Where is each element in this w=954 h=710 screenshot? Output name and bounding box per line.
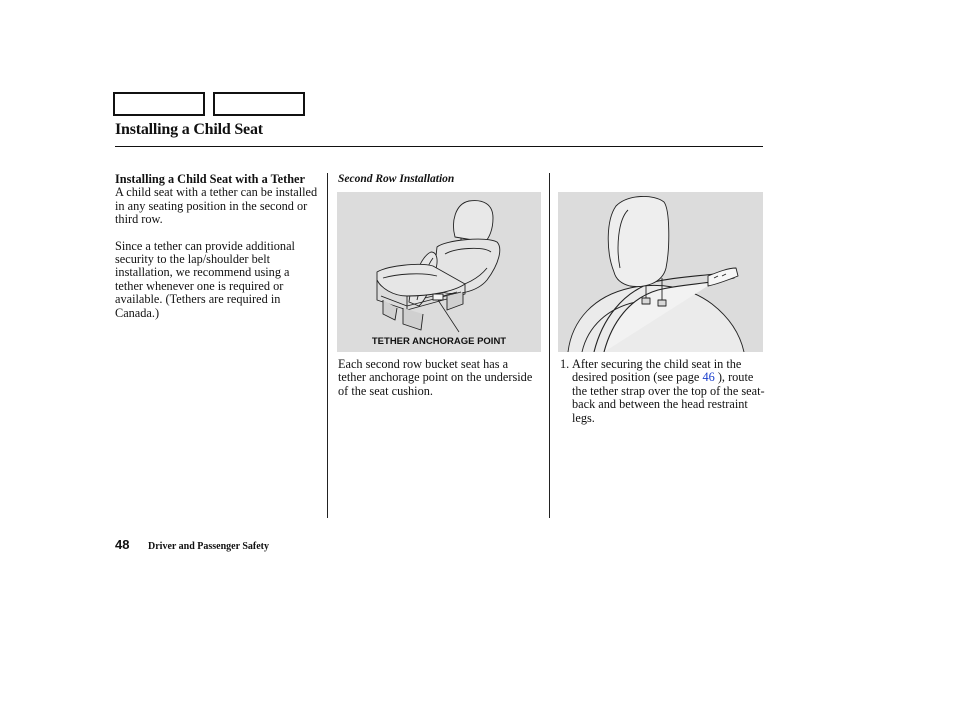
header-tab-2 [213, 92, 305, 116]
seat-drawing [337, 192, 541, 352]
page-title: Installing a Child Seat [115, 121, 263, 138]
paragraph-tether-recommendation: Since a tether can provide additional security to the lap/shoulder belt installation, we recommend using a tether whenever one is required or available. (Tethers are required in Canada.) [115, 238, 295, 320]
head-restraint-drawing [558, 192, 763, 352]
second-row-seat-illustration [337, 192, 541, 352]
middle-paragraph: Each second row bucket seat has a tether anchorage point on the underside of the seat cushion. [338, 357, 533, 398]
header-tab-1 [113, 92, 205, 116]
column-divider-1 [327, 173, 328, 518]
title-divider [115, 146, 763, 147]
head-restraint-illustration [558, 192, 763, 352]
step-number: 1. [560, 357, 570, 371]
step-text-after: ), route the tether strap over the top of the seat-back and between the head restraint legs. [572, 370, 765, 425]
footer-section-name: Driver and Passenger Safety [148, 541, 270, 552]
figure-caption: Second Row Installation [338, 173, 455, 185]
step-text-before: After securing the child seat in the desired position (see page [572, 357, 742, 385]
section-heading: Installing a Child Seat with a Tether [115, 172, 305, 186]
page-reference-link[interactable]: 46 [702, 370, 715, 385]
page-number: 48 [115, 537, 130, 552]
left-column [115, 173, 320, 320]
step-text [560, 358, 765, 425]
tether-anchorage-label: TETHER ANCHORAGE POINT [371, 336, 507, 347]
installation-step-1 [560, 358, 765, 425]
column-divider-2 [549, 173, 550, 518]
paragraph-tether-positions: A child seat with a tether can be installed in any seating position in the second or third row. [115, 185, 318, 227]
